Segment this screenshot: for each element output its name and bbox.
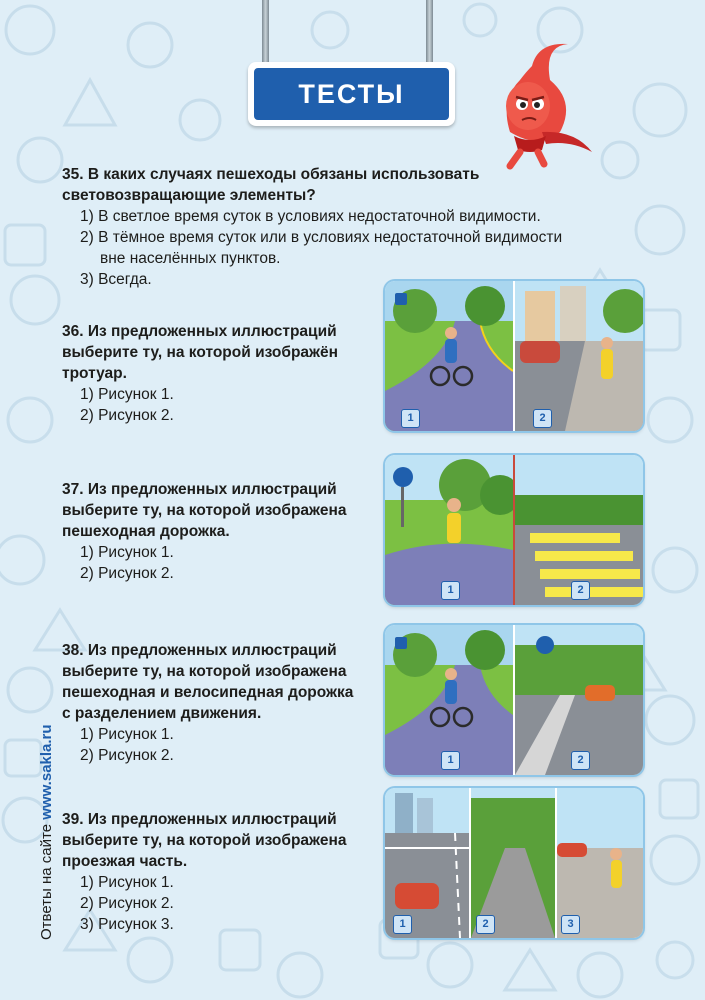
title-sign-plate bbox=[252, 66, 451, 122]
question-38-option-2: 2) Рисунок 2. bbox=[80, 747, 174, 764]
question-35 bbox=[62, 164, 662, 290]
sign-post-left bbox=[262, 0, 269, 68]
picture-badge: 2 bbox=[571, 751, 590, 770]
picture-badge: 2 bbox=[571, 581, 590, 600]
picture-badge: 2 bbox=[476, 915, 495, 934]
question-35-option-1: 1) В светлое время суток в условиях недостаточной видимости. bbox=[80, 208, 541, 225]
question-36-option-2: 2) Рисунок 2. bbox=[80, 407, 174, 424]
question-38-illustration bbox=[385, 625, 643, 775]
page-title: ТЕСТЫ bbox=[298, 78, 405, 109]
question-35-option-2: 2) В тёмное время суток или в условиях недостаточной видимости bbox=[80, 229, 563, 246]
question-37-option-1: 1) Рисунок 1. bbox=[80, 544, 174, 561]
question-38-option-1: 1) Рисунок 1. bbox=[80, 726, 174, 743]
question-39-option-2: 2) Рисунок 2. bbox=[80, 895, 174, 912]
question-39 bbox=[62, 809, 382, 935]
question-37-option-2: 2) Рисунок 2. bbox=[80, 565, 174, 582]
question-36-option-1: 1) Рисунок 1. bbox=[80, 386, 174, 403]
question-36-title-line2: выберите ту, на которой изображён bbox=[62, 344, 339, 361]
question-37-pictures bbox=[385, 455, 643, 605]
question-36 bbox=[62, 321, 382, 426]
question-39-pictures bbox=[385, 788, 643, 938]
question-37-title-line1: 37. Из предложенных иллюстраций bbox=[62, 481, 337, 498]
answers-link-text bbox=[38, 724, 55, 940]
picture-badge: 1 bbox=[393, 915, 412, 934]
mascot-illustration bbox=[480, 40, 592, 170]
question-39-option-3: 3) Рисунок 3. bbox=[80, 916, 174, 933]
question-36-title-line3: тротуар. bbox=[62, 365, 127, 382]
question-38 bbox=[62, 640, 382, 766]
question-36-pictures bbox=[385, 281, 643, 431]
question-36-illustration bbox=[385, 281, 643, 431]
question-39-title-line2: выберите ту, на которой изображена bbox=[62, 832, 347, 849]
question-38-title-line4: с разделением движения. bbox=[62, 705, 262, 722]
question-39-illustration bbox=[385, 788, 643, 938]
picture-badge: 1 bbox=[441, 581, 460, 600]
question-38-pictures bbox=[385, 625, 643, 775]
question-35-title-line2: световозвращающие элементы? bbox=[62, 187, 316, 204]
question-37-title-line3: пешеходная дорожка. bbox=[62, 523, 230, 540]
answers-link-prefix: Ответы на сайте bbox=[38, 819, 55, 940]
question-37 bbox=[62, 479, 382, 584]
question-39-title-line1: 39. Из предложенных иллюстраций bbox=[62, 811, 337, 828]
picture-badge: 1 bbox=[441, 751, 460, 770]
picture-badge: 2 bbox=[533, 409, 552, 428]
question-35-option-3: 3) Всегда. bbox=[80, 271, 152, 288]
question-35-title-line1: 35. В каких случаях пешеходы обязаны использовать bbox=[62, 166, 480, 183]
sign-post-right bbox=[426, 0, 433, 68]
question-37-title-line2: выберите ту, на которой изображена bbox=[62, 502, 347, 519]
question-39-option-1: 1) Рисунок 1. bbox=[80, 874, 174, 891]
title-sign bbox=[248, 62, 455, 126]
question-39-title-line3: проезжая часть. bbox=[62, 853, 188, 870]
picture-badge: 3 bbox=[561, 915, 580, 934]
picture-badge: 1 bbox=[401, 409, 420, 428]
question-38-title-line1: 38. Из предложенных иллюстраций bbox=[62, 642, 337, 659]
question-37-illustration bbox=[385, 455, 643, 605]
question-38-title-line2: выберите ту, на которой изображена bbox=[62, 663, 347, 680]
question-36-title-line1: 36. Из предложенных иллюстраций bbox=[62, 323, 337, 340]
question-38-title-line3: пешеходная и велосипедная дорожка bbox=[62, 684, 354, 701]
answers-link-url[interactable]: www.sakla.ru bbox=[38, 724, 55, 820]
question-35-option-2-cont: вне населённых пунктов. bbox=[100, 250, 281, 267]
